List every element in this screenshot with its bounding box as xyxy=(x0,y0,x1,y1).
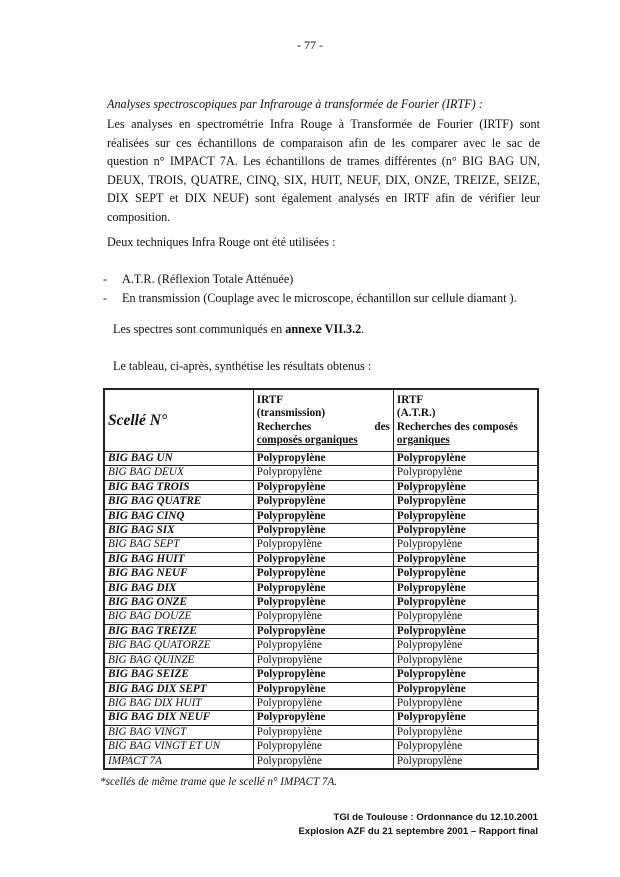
annex-suffix: . xyxy=(361,322,365,336)
atr-cell: Polypropylène xyxy=(393,452,538,466)
transmission-cell: Polypropylène xyxy=(253,581,393,595)
transmission-cell: Polypropylène xyxy=(253,567,393,581)
table-row xyxy=(104,740,538,754)
table-row xyxy=(104,567,538,581)
header-col3-line1: IRTF xyxy=(396,393,424,406)
seal-cell: BIG BAG UN xyxy=(104,452,253,466)
table-row xyxy=(104,754,538,769)
annex-reference-line xyxy=(113,322,364,337)
atr-cell: Polypropylène xyxy=(393,581,538,595)
transmission-cell: Polypropylène xyxy=(253,552,393,566)
transmission-cell: Polypropylène xyxy=(253,653,393,667)
header-col3-line4: organiques xyxy=(396,433,450,446)
table-row xyxy=(104,668,538,682)
seal-cell: BIG BAG DIX HUIT xyxy=(104,696,253,710)
seal-cell: BIG BAG QUATRE xyxy=(104,495,253,509)
footer-line2: Explosion AZF du 21 septembre 2001 – Rapport final xyxy=(298,826,538,837)
header-col2-line1: IRTF xyxy=(256,393,284,406)
table-row xyxy=(104,624,538,638)
table-row xyxy=(104,711,538,725)
atr-cell: Polypropylène xyxy=(393,682,538,696)
table-row xyxy=(104,610,538,624)
seal-cell: BIG BAG SEIZE xyxy=(104,668,253,682)
header-col3-line3: Recherches des composés xyxy=(396,420,518,433)
transmission-cell: Polypropylène xyxy=(253,524,393,538)
transmission-cell: Polypropylène xyxy=(253,682,393,696)
atr-cell: Polypropylène xyxy=(393,696,538,710)
header-transmission xyxy=(253,389,393,452)
atr-cell: Polypropylène xyxy=(393,639,538,653)
table-row xyxy=(104,480,538,494)
seal-cell: BIG BAG VINGT ET UN xyxy=(104,740,253,754)
atr-cell: Polypropylène xyxy=(393,624,538,638)
table-row xyxy=(104,509,538,523)
transmission-cell: Polypropylène xyxy=(253,711,393,725)
header-col2-line3a: Recherches xyxy=(256,420,312,433)
transmission-cell: Polypropylène xyxy=(253,624,393,638)
atr-cell: Polypropylène xyxy=(393,653,538,667)
seal-cell: BIG BAG ONZE xyxy=(104,596,253,610)
seal-cell: BIG BAG DIX NEUF xyxy=(104,711,253,725)
header-seal: Scellé N° xyxy=(104,389,253,452)
table-row xyxy=(104,596,538,610)
table-row xyxy=(104,682,538,696)
header-col2-line4: composés organiques xyxy=(256,433,358,446)
table-row xyxy=(104,524,538,538)
transmission-cell: Polypropylène xyxy=(253,639,393,653)
transmission-cell: Polypropylène xyxy=(253,596,393,610)
transmission-cell: Polypropylène xyxy=(253,538,393,552)
atr-cell: Polypropylène xyxy=(393,495,538,509)
seal-cell: BIG BAG NEUF xyxy=(104,567,253,581)
results-table-body xyxy=(104,452,538,769)
annex-prefix: Les spectres sont communiqués en xyxy=(113,322,286,336)
technique-item: - En transmission (Couplage avec le microscope, échantillon sur cellule diamant ). xyxy=(103,289,543,308)
transmission-cell: Polypropylène xyxy=(253,740,393,754)
atr-cell: Polypropylène xyxy=(393,668,538,682)
seal-cell: BIG BAG HUIT xyxy=(104,552,253,566)
header-atr xyxy=(393,389,538,452)
header-col2-line3 xyxy=(257,421,390,434)
table-row xyxy=(104,725,538,739)
atr-cell: Polypropylène xyxy=(393,466,538,480)
section-heading: Analyses spectroscopiques par Infrarouge à transformée de Fourier (IRTF) : xyxy=(107,97,483,111)
seal-cell: BIG BAG DOUZE xyxy=(104,610,253,624)
seal-cell: BIG BAG DEUX xyxy=(104,466,253,480)
atr-cell: Polypropylène xyxy=(393,740,538,754)
transmission-cell: Polypropylène xyxy=(253,495,393,509)
transmission-cell: Polypropylène xyxy=(253,452,393,466)
technique-item: - A.T.R. (Réflexion Totale Atténuée) xyxy=(103,270,543,289)
seal-cell: BIG BAG DIX SEPT xyxy=(104,682,253,696)
transmission-cell: Polypropylène xyxy=(253,668,393,682)
seal-cell: BIG BAG QUATORZE xyxy=(104,639,253,653)
table-row xyxy=(104,538,538,552)
header-col2-line3b: des xyxy=(374,420,390,433)
atr-cell: Polypropylène xyxy=(393,480,538,494)
seal-cell: BIG BAG DIX xyxy=(104,581,253,595)
transmission-cell: Polypropylène xyxy=(253,610,393,624)
table-row xyxy=(104,495,538,509)
annex-ref: annexe VII.3.2 xyxy=(285,322,362,336)
atr-cell: Polypropylène xyxy=(393,552,538,566)
transmission-cell: Polypropylène xyxy=(253,480,393,494)
transmission-cell: Polypropylène xyxy=(253,509,393,523)
transmission-cell: Polypropylène xyxy=(253,466,393,480)
atr-cell: Polypropylène xyxy=(393,754,538,769)
page-number: - 77 - xyxy=(297,38,323,52)
atr-cell: Polypropylène xyxy=(393,596,538,610)
techniques-intro: Deux techniques Infra Rouge ont été utilisées : xyxy=(107,235,336,249)
intro-paragraph: Les analyses en spectrométrie Infra Rouge à Transformée de Fourier (IRTF) sont réalisées sur ces échantillons de comparaison afin de les comparer avec le sac de question n° IMPACT 7A. Les échantillons de trames différentes (n° BIG BAG UN, DEUX, TROIS, QUATRE, CINQ, SIX, HUIT, NEUF, DIX, ONZE, TREIZE, SEIZE, DIX SEPT et DIX NEUF) sont également analysés en IRTF afin de vérifier leur composition. xyxy=(107,117,540,224)
footer xyxy=(298,811,538,839)
table-row xyxy=(104,452,538,466)
atr-cell: Polypropylène xyxy=(393,725,538,739)
atr-cell: Polypropylène xyxy=(393,509,538,523)
table-row xyxy=(104,639,538,653)
table-header-row xyxy=(104,389,538,452)
transmission-cell: Polypropylène xyxy=(253,754,393,769)
seal-cell: BIG BAG SIX xyxy=(104,524,253,538)
transmission-cell: Polypropylène xyxy=(253,725,393,739)
seal-cell: BIG BAG CINQ xyxy=(104,509,253,523)
techniques-list xyxy=(103,270,543,307)
table-intro: Le tableau, ci-après, synthétise les résultats obtenus : xyxy=(113,359,372,373)
atr-cell: Polypropylène xyxy=(393,610,538,624)
seal-cell: BIG BAG TREIZE xyxy=(104,624,253,638)
table-row xyxy=(104,696,538,710)
atr-cell: Polypropylène xyxy=(393,524,538,538)
table-row xyxy=(104,653,538,667)
atr-cell: Polypropylène xyxy=(393,711,538,725)
table-row xyxy=(104,552,538,566)
seal-cell: BIG BAG TROIS xyxy=(104,480,253,494)
transmission-cell: Polypropylène xyxy=(253,696,393,710)
seal-cell: BIG BAG VINGT xyxy=(104,725,253,739)
seal-cell: BIG BAG QUINZE xyxy=(104,653,253,667)
atr-cell: Polypropylène xyxy=(393,567,538,581)
atr-cell: Polypropylène xyxy=(393,538,538,552)
header-col2-line2: (transmission) xyxy=(256,407,326,420)
footnote: *scellés de même trame que le scellé n° IMPACT 7A. xyxy=(100,776,338,788)
header-col3-line2: (A.T.R.) xyxy=(396,407,436,420)
footer-line1: TGI de Toulouse : Ordonnance du 12.10.2001 xyxy=(333,812,538,823)
seal-cell: IMPACT 7A xyxy=(104,754,253,769)
table-row xyxy=(104,581,538,595)
table-row xyxy=(104,466,538,480)
results-table xyxy=(103,388,539,770)
seal-cell: BIG BAG SEPT xyxy=(104,538,253,552)
